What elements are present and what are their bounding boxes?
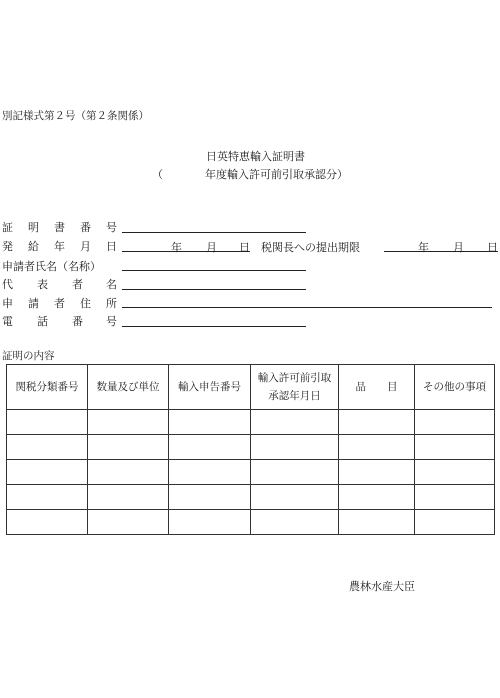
- label-char: 号: [106, 221, 117, 234]
- document-title: 日英特恵輸入証明書: [206, 150, 305, 163]
- table-cell[interactable]: [169, 435, 251, 460]
- table-header-row: [7, 365, 495, 410]
- label-char: 月: [80, 240, 91, 253]
- label-char: 番: [80, 221, 91, 234]
- column-header: その他の事項: [415, 365, 495, 410]
- column-header: 関税分類番号: [7, 365, 88, 410]
- form-identifier: 別記様式第２号（第２条関係）: [2, 110, 149, 122]
- subtitle-open-paren: （: [152, 168, 163, 181]
- table-cell[interactable]: [339, 510, 415, 535]
- deadline-label: 税関長への提出期限: [261, 241, 360, 254]
- table-cell[interactable]: [415, 410, 495, 435]
- applicant-name-line[interactable]: [122, 270, 306, 271]
- table-row: [7, 410, 495, 435]
- cert-number-line[interactable]: [122, 232, 306, 233]
- applicant-address-line[interactable]: [122, 307, 492, 308]
- label-char: 電: [2, 315, 13, 328]
- table-cell[interactable]: [169, 460, 251, 485]
- column-header: 輸入許可前引取 承認年月日: [251, 365, 339, 410]
- table-cell[interactable]: [251, 485, 339, 510]
- column-header: 数量及び単位: [88, 365, 169, 410]
- label-char: 書: [54, 221, 65, 234]
- table-cell[interactable]: [169, 410, 251, 435]
- column-header: 品 目: [339, 365, 415, 410]
- label-char: 者: [54, 297, 65, 310]
- table-cell[interactable]: [88, 460, 169, 485]
- label-char: 代: [2, 278, 13, 291]
- deadline-month-unit: 月: [453, 241, 464, 254]
- phone-label: [2, 314, 120, 330]
- cert-number-label: [2, 220, 120, 236]
- table-cell[interactable]: [415, 510, 495, 535]
- table-row: [7, 460, 495, 485]
- representative-label: [2, 277, 120, 293]
- table-cell[interactable]: [251, 435, 339, 460]
- label-char: 給: [28, 240, 39, 253]
- label-char: 申: [2, 297, 13, 310]
- table-cell[interactable]: [339, 410, 415, 435]
- label-char: 所: [106, 297, 117, 310]
- table-row: [7, 435, 495, 460]
- issue-year-unit: 年: [171, 241, 182, 254]
- table-row: [7, 485, 495, 510]
- label-char: 話: [37, 315, 48, 328]
- label-char: 表: [37, 278, 48, 291]
- label-char: 請: [28, 297, 39, 310]
- label-char: 号: [106, 315, 117, 328]
- issue-date-line[interactable]: [122, 251, 250, 252]
- applicant-address-label: [2, 296, 120, 312]
- label-char: 年: [54, 240, 65, 253]
- issuer-name: 農林水産大臣: [349, 580, 415, 593]
- label-char: 発: [2, 240, 13, 253]
- phone-line[interactable]: [122, 326, 306, 327]
- issue-date-label: [2, 239, 120, 255]
- certification-table: [6, 364, 495, 535]
- issue-day-unit: 日: [239, 241, 250, 254]
- table-cell[interactable]: [169, 485, 251, 510]
- section-label: 証明の内容: [2, 350, 55, 362]
- table-cell[interactable]: [415, 435, 495, 460]
- table-cell[interactable]: [7, 460, 88, 485]
- label-char: 番: [72, 315, 83, 328]
- deadline-day-unit: 日: [487, 241, 498, 254]
- label-char: 住: [80, 297, 91, 310]
- table-cell[interactable]: [88, 485, 169, 510]
- table-cell[interactable]: [7, 485, 88, 510]
- table-cell[interactable]: [415, 460, 495, 485]
- subtitle-text: 年度輸入許可前引取承認分）: [205, 168, 348, 181]
- table-cell[interactable]: [251, 410, 339, 435]
- label-char: 日: [106, 240, 117, 253]
- applicant-name-label: 申請者氏名（名称）: [2, 260, 101, 273]
- label-char: 明: [28, 221, 39, 234]
- issue-month-unit: 月: [206, 241, 217, 254]
- table-cell[interactable]: [7, 435, 88, 460]
- table-cell[interactable]: [339, 485, 415, 510]
- table-cell[interactable]: [251, 510, 339, 535]
- deadline-year-unit: 年: [418, 241, 429, 254]
- table-cell[interactable]: [339, 435, 415, 460]
- table-cell[interactable]: [7, 410, 88, 435]
- representative-line[interactable]: [122, 289, 306, 290]
- table-cell[interactable]: [7, 510, 88, 535]
- table-cell[interactable]: [88, 435, 169, 460]
- table-cell[interactable]: [88, 510, 169, 535]
- label-char: 名: [106, 278, 117, 291]
- table-cell[interactable]: [169, 510, 251, 535]
- deadline-line[interactable]: [384, 251, 498, 252]
- table-cell[interactable]: [251, 460, 339, 485]
- label-char: 者: [72, 278, 83, 291]
- table-cell[interactable]: [88, 410, 169, 435]
- column-header: 輸入申告番号: [169, 365, 251, 410]
- label-char: 証: [2, 221, 13, 234]
- table-row: [7, 510, 495, 535]
- table-cell[interactable]: [415, 485, 495, 510]
- table-cell[interactable]: [339, 460, 415, 485]
